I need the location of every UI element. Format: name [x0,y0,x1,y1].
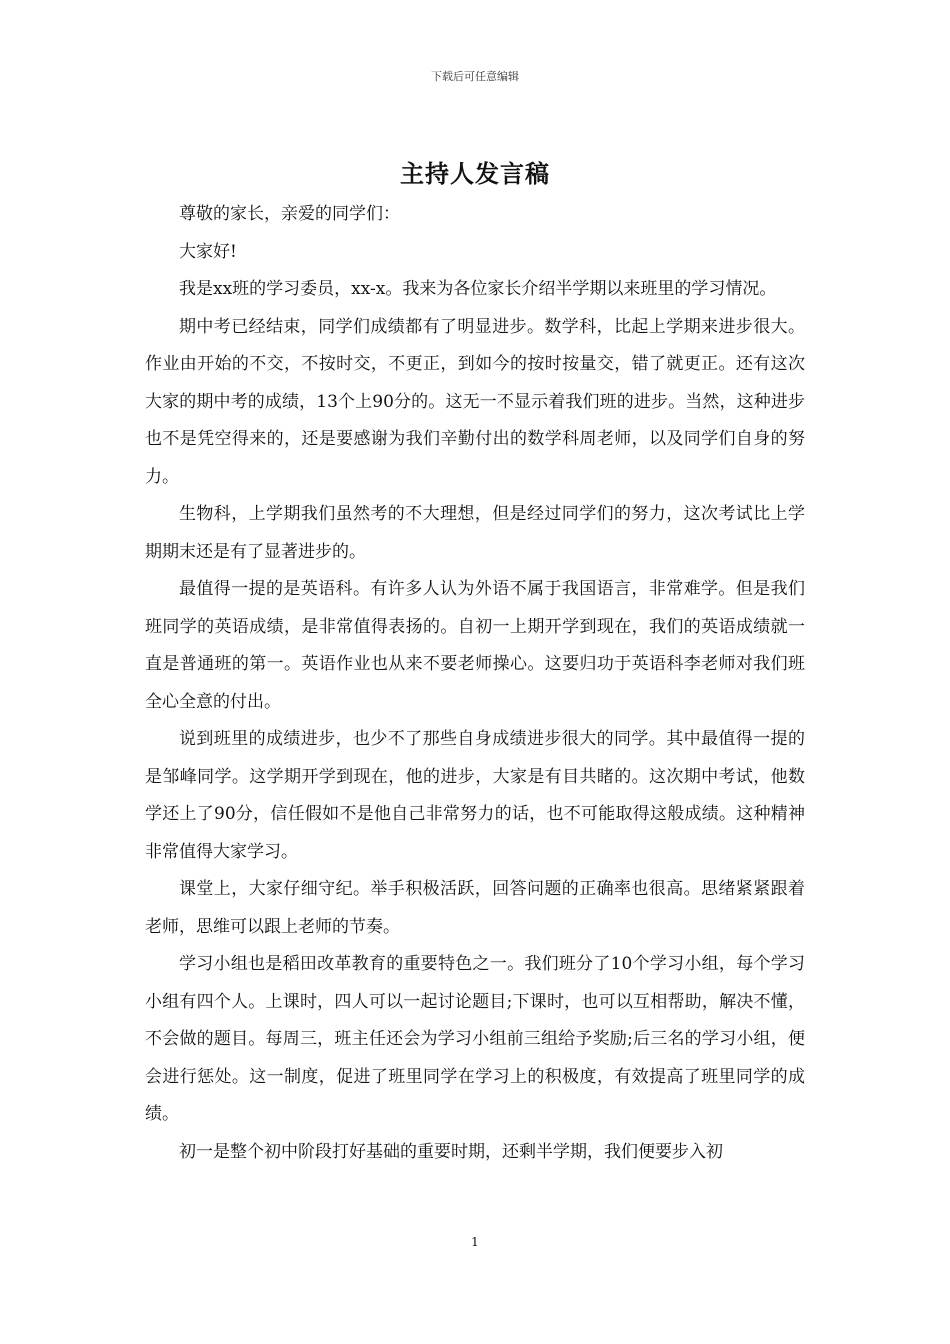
document-body [145,196,805,1171]
header-note: 下载后可任意编辑 [431,70,519,83]
paragraph-math: 期中考已经结束，同学们成绩都有了明显进步。数学科，比起上学期来进步很大。作业由开始的不交，不按时交，不更正，到如今的按时按量交，错了就更正。还有这次大家的期中考的成绩，13个上90分的。这无一不显示着我们班的进步。当然，这种进步也不是凭空得来的，还是要感谢为我们辛勤付出的数学科周老师，以及同学们自身的努力。 [145,316,805,487]
paragraph-introduction: 我是xx班的学习委员，xx-x。我来为各位家长介绍半学期以来班里的学习情况。 [179,279,777,299]
document-title: 主持人发言稿 [400,159,550,188]
paragraph-study-groups: 学习小组也是稻田改革教育的重要特色之一。我们班分了10个学习小组，每个学习小组有四个人。上课时，四人可以一起讨论题目;下课时，也可以互相帮助，解决不懂，不会做的题目。每周三，班主任还会为学习小组前三组给予奖励;后三名的学习小组，便会进行惩处。这一制度，促进了班里同学在学习上的积极度，有效提高了班里同学的成绩。 [145,954,805,1124]
paragraph-english: 最值得一提的是英语科。有许多人认为外语不属于我国语言，非常难学。但是我们班同学的英语成绩，是非常值得表扬的。自初一上期开学到现在，我们的英语成绩就一直是普通班的第一。英语作业也从来不要老师操心。这要归功于英语科李老师对我们班全心全意的付出。 [145,579,805,712]
paragraph-salutation: 尊敬的家长，亲爱的同学们： [179,204,400,224]
page-number: 1 [471,1235,479,1249]
paragraph-greeting: 大家好! [179,241,237,262]
paragraph-conclusion-start: 初一是整个初中阶段打好基础的重要时期，还剩半学期，我们便要步入初 [179,1141,723,1162]
paragraph-classroom: 课堂上，大家仔细守纪。举手积极活跃，回答问题的正确率也很高。思绪紧紧跟着老师，思维可以跟上老师的节奏。 [145,879,805,937]
paragraph-student-progress: 说到班里的成绩进步，也少不了那些自身成绩进步很大的同学。其中最值得一提的是邹峰同学。这学期开学到现在，他的进步，大家是有目共睹的。这次期中考试，他数学还上了90分，信任假如不是他自己非常努力的话，也不可能取得这般成绩。这种精神非常值得大家学习。 [145,729,805,862]
paragraph-biology: 生物科，上学期我们虽然考的不大理想，但是经过同学们的努力，这次考试比上学期期末还是有了显著进步的。 [145,504,805,562]
